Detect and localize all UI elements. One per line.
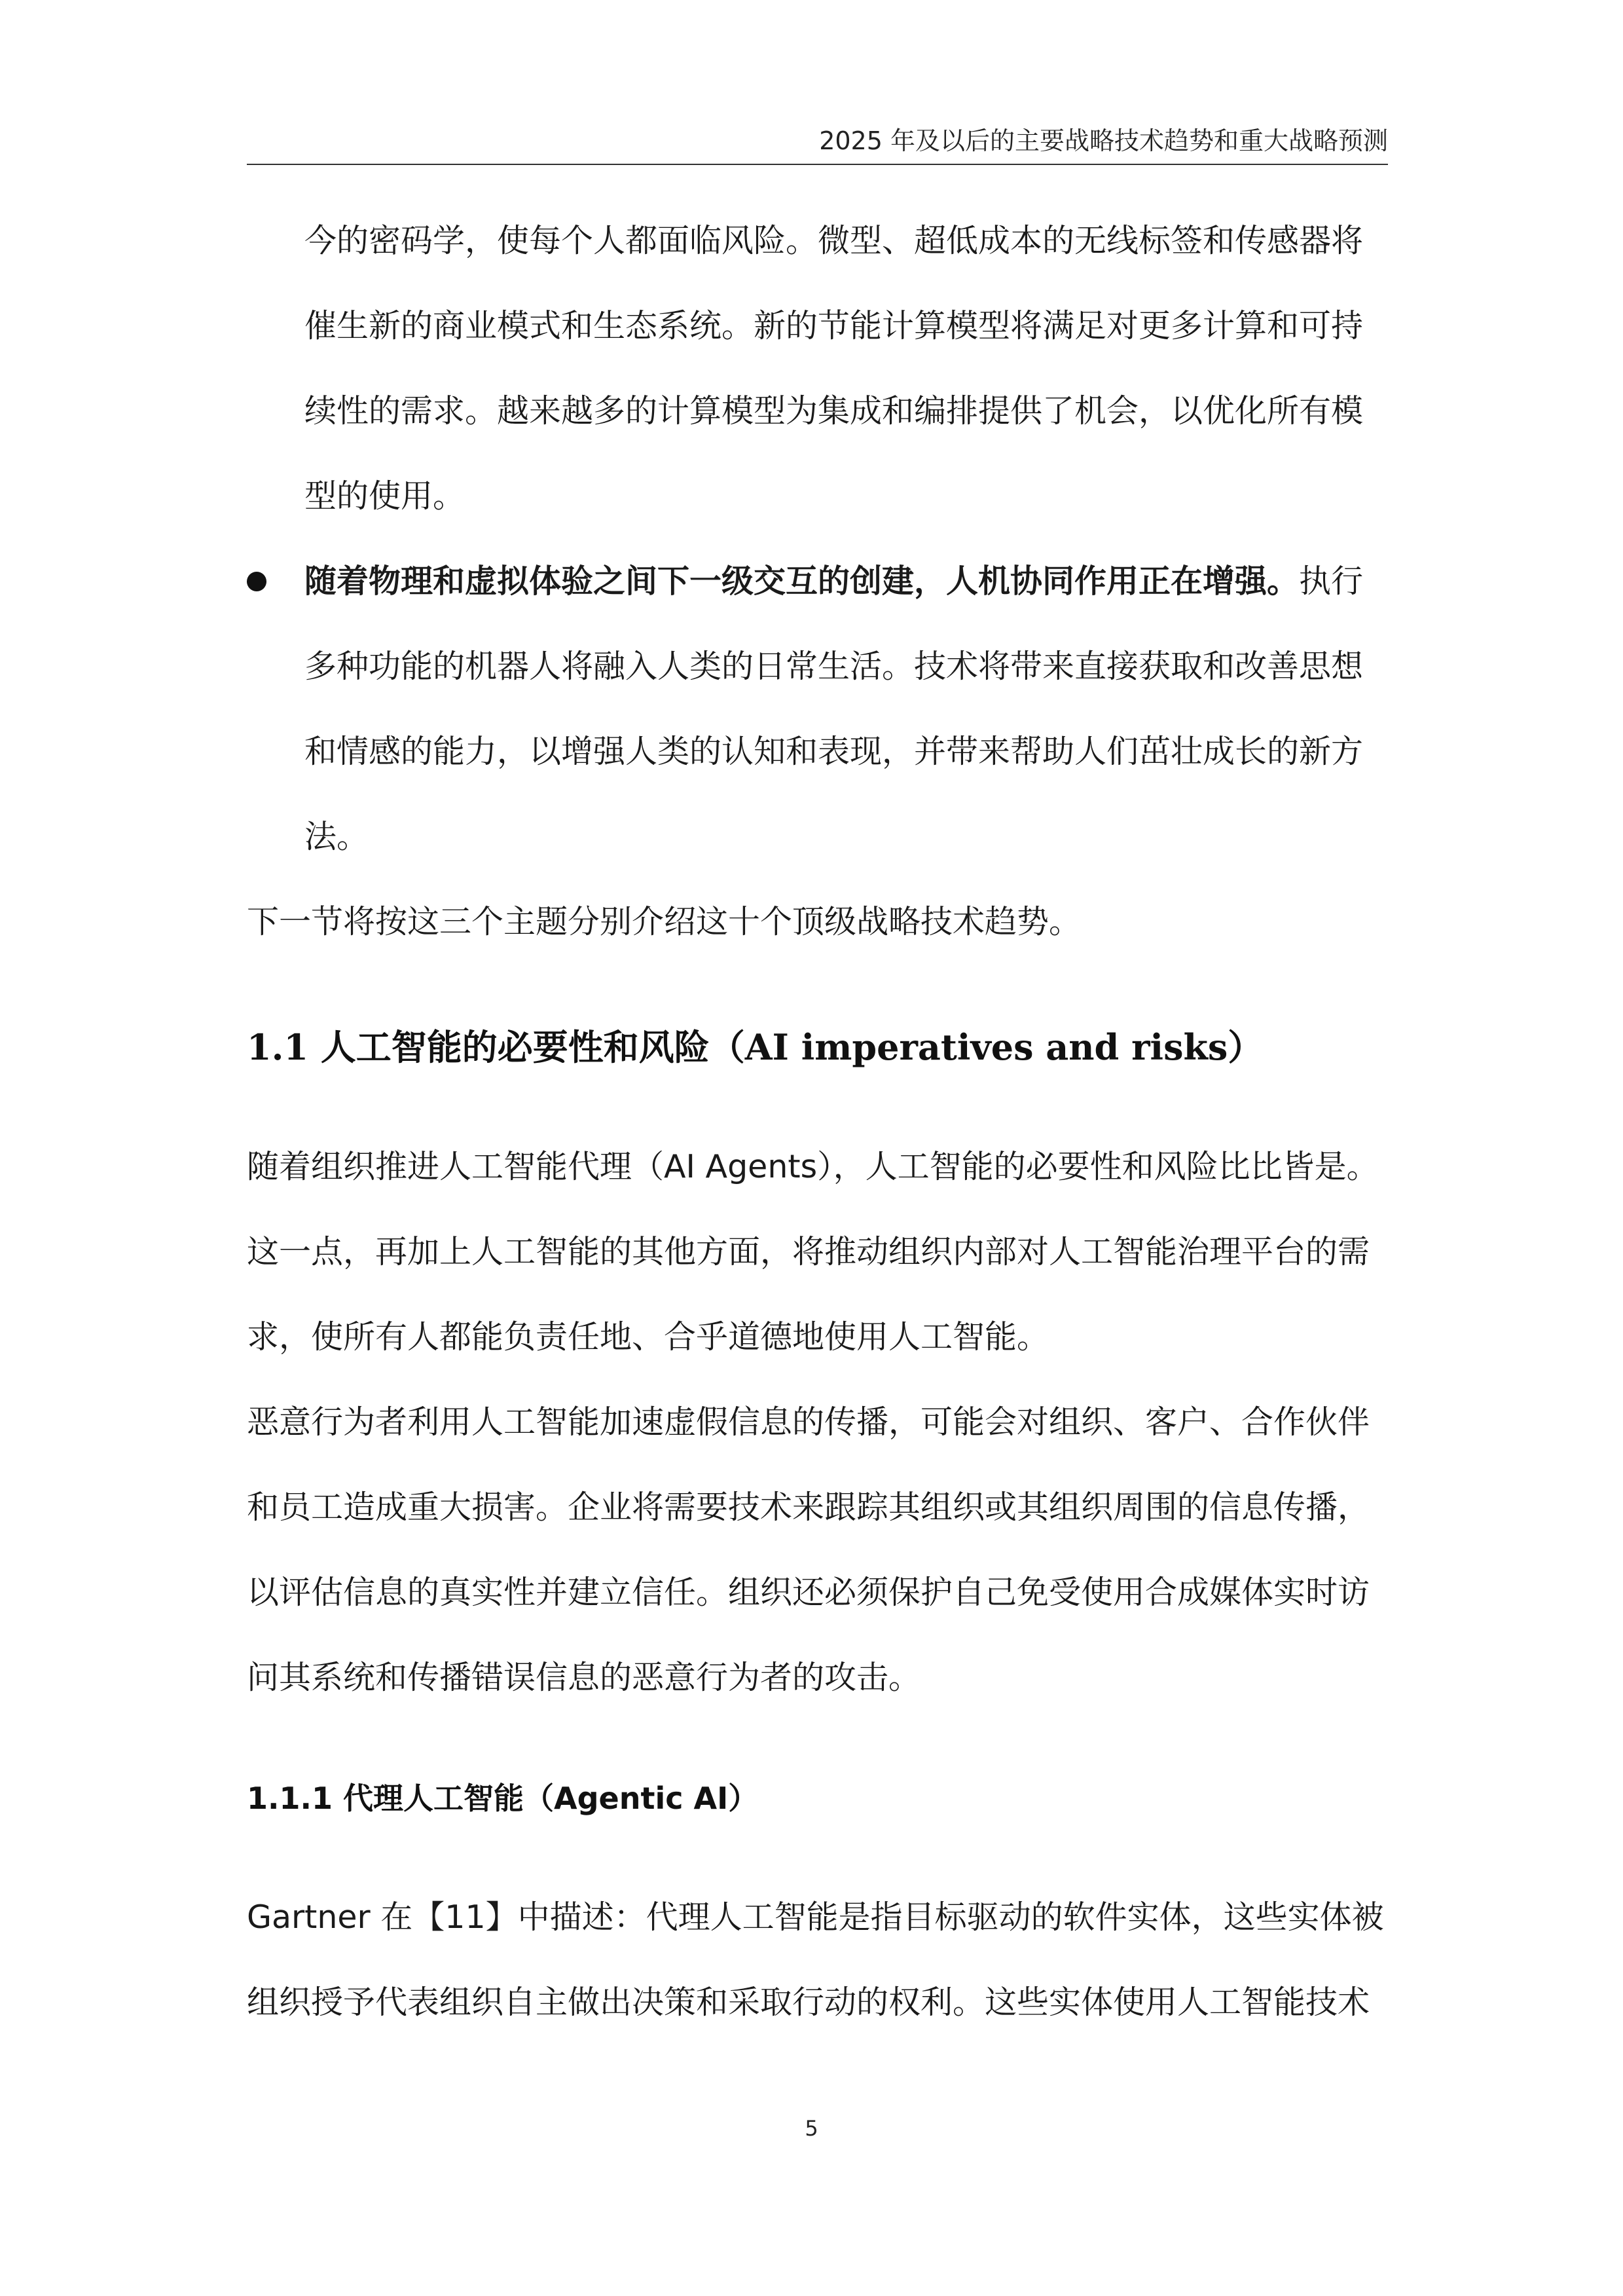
paragraph-line: Gartner 在【11】中描述：代理人工智能是指目标驱动的软件实体，这些实体被 <box>247 1898 1384 1936</box>
paragraph-line: 和情感的能力，以增强人类的认知和表现，并带来帮助人们茁壮成长的新方 <box>304 733 1364 770</box>
paragraph-line: 问其系统和传播错误信息的恶意行为者的攻击。 <box>247 1659 921 1696</box>
running-header: 2025 年及以后的主要战略技术趋势和重大战略预测 <box>819 126 1388 155</box>
paragraph-line: 恶意行为者利用人工智能加速虚假信息的传播，可能会对组织、客户、合作伙伴 <box>247 1403 1370 1441</box>
paragraph-line: 法。 <box>304 818 369 855</box>
paragraph-line: 随着组织推进人工智能代理（AI Agents），人工智能的必要性和风险比比皆是。 <box>247 1148 1379 1185</box>
paragraph-line: 续性的需求。越来越多的计算模型为集成和编排提供了机会，以优化所有模 <box>304 392 1364 430</box>
bullet-lead-rest: 执行 <box>1299 563 1364 600</box>
bullet-icon <box>247 572 266 591</box>
section-heading: 1.1 人工智能的必要性和风险（AI imperatives and risks） <box>247 1026 1264 1068</box>
bullet-bold-lead: 随着物理和虚拟体验之间下一级交互的创建，人机协同作用正在增强。 <box>304 563 1300 600</box>
paragraph-line: 型的使用。 <box>304 477 465 515</box>
paragraph-line: 求，使所有人都能负责任地、合乎道德地使用人工智能。 <box>247 1318 1049 1356</box>
transition-paragraph: 下一节将按这三个主题分别介绍这十个顶级战略技术趋势。 <box>247 903 1082 940</box>
header-divider <box>247 164 1388 165</box>
paragraph-line: 以评估信息的真实性并建立信任。组织还必须保护自己免受使用合成媒体实时访 <box>247 1574 1370 1611</box>
page-number: 5 <box>805 2116 818 2141</box>
paragraph-line: 这一点，再加上人工智能的其他方面，将推动组织内部对人工智能治理平台的需 <box>247 1233 1370 1270</box>
bullet-first-line <box>304 561 1363 602</box>
paragraph-line: 催生新的商业模式和生态系统。新的节能计算模型将满足对更多计算和可持 <box>304 307 1364 344</box>
subsection-heading: 1.1.1 代理人工智能（Agentic AI） <box>247 1781 759 1816</box>
paragraph-line: 多种功能的机器人将融入人类的日常生活。技术将带来直接获取和改善思想 <box>304 648 1364 685</box>
paragraph-line: 和员工造成重大损害。企业将需要技术来跟踪其组织或其组织周围的信息传播， <box>247 1489 1370 1526</box>
paragraph-line: 组织授予代表组织自主做出决策和采取行动的权利。这些实体使用人工智能技术 <box>247 1984 1370 2021</box>
paragraph-line: 今的密码学，使每个人都面临风险。微型、超低成本的无线标签和传感器将 <box>304 222 1364 259</box>
